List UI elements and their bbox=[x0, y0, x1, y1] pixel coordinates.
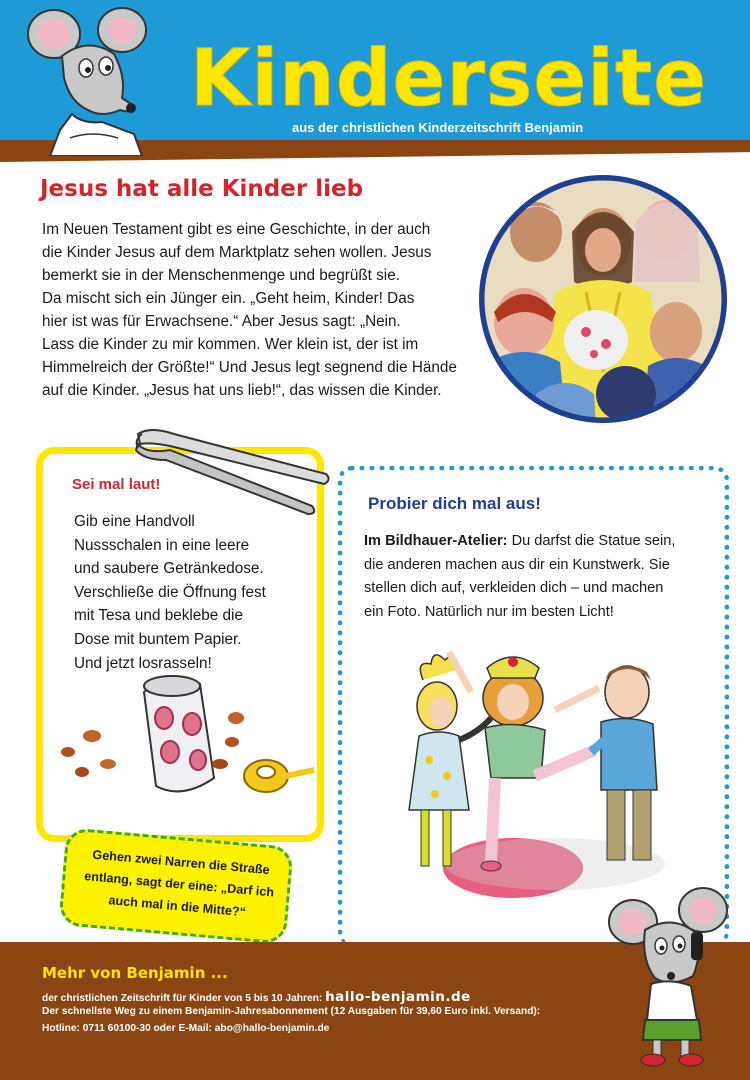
masthead-subtitle: aus der christlichen Kinderzeitschrift Benjamin bbox=[292, 120, 584, 135]
activity-lead: Im Bildhauer-Atelier: bbox=[364, 533, 508, 549]
story-title: Jesus hat alle Kinder lieb bbox=[40, 176, 364, 202]
joke-line: entlang, sagt der eine: „Darf ich bbox=[83, 868, 275, 900]
footer-magazine-text: der christlichen Zeitschrift für Kinder von 5 bis 10 Jahren: bbox=[42, 993, 326, 1004]
craft-tip-line: und saubere Getränkedose. bbox=[74, 560, 264, 578]
mouse-on-phone-illustration bbox=[605, 880, 735, 1070]
craft-tip-text bbox=[74, 510, 314, 675]
craft-tip-line: Gib eine Handvoll bbox=[74, 513, 195, 530]
activity-line: ein Foto. Natürlich nur im besten Licht! bbox=[364, 603, 614, 620]
story-line: die Kinder Jesus auf dem Marktplatz sehen wollen. Jesus bbox=[42, 244, 432, 261]
story-line: auf die Kinder. „Jesus hat uns lieb!“, das wissen die Kinder. bbox=[42, 382, 442, 399]
activity-line-start: Du darfst die Statue sein, bbox=[507, 533, 676, 549]
nutcracker-illustration bbox=[130, 420, 335, 520]
craft-tip-title: Sei mal laut! bbox=[72, 476, 161, 493]
mouse-mascot-illustration bbox=[22, 6, 152, 156]
story-text bbox=[42, 218, 472, 402]
activity-text bbox=[364, 530, 714, 624]
craft-tip-line: mit Tesa und beklebe die bbox=[74, 607, 243, 625]
story-line: Im Neuen Testament gibt es eine Geschichte, in der auch bbox=[42, 221, 431, 238]
footer-heading: Mehr von Benjamin ... bbox=[42, 964, 228, 982]
jesus-with-children-illustration bbox=[476, 172, 730, 426]
joke-line: auch mal in die Mitte?“ bbox=[107, 893, 247, 920]
footer-magazine-line bbox=[42, 989, 471, 1005]
activity-line: stellen dich auf, verkleiden dich – und machen bbox=[364, 580, 664, 596]
joke-line: Gehen zwei Narren die Straße bbox=[91, 847, 271, 878]
craft-tip-line: Nussschalen in eine leere bbox=[74, 536, 250, 554]
story-line: Da mischt sich ein Jünger ein. „Geht heim, Kinder! Das bbox=[42, 290, 415, 307]
story-line: hier ist was für Erwachsene.“ Aber Jesus sagt: „Nein. bbox=[42, 313, 401, 330]
masthead-title: Kinderseite bbox=[190, 34, 708, 124]
rattle-can-illustration bbox=[60, 668, 320, 818]
story-line: bemerkt sie in der Menschenmenge und begrüßt sie. bbox=[42, 267, 400, 284]
footer-contact-line: Hotline: 0711 60100-30 oder E-Mail: abo@hallo-benjamin.de bbox=[42, 1023, 330, 1034]
sculptor-game-kids-illustration bbox=[395, 640, 695, 910]
story-line: Lass die Kinder zu mir kommen. Wer klein ist, der ist im bbox=[42, 336, 419, 353]
craft-tip-line: Verschließe die Öffnung fest bbox=[74, 583, 266, 601]
story-line: Himmelreich der Größte!“ Und Jesus legt segnend die Hände bbox=[42, 359, 457, 376]
activity-title: Probier dich mal aus! bbox=[368, 494, 541, 513]
website-link[interactable]: hallo-benjamin.de bbox=[325, 989, 471, 1005]
activity-line bbox=[364, 530, 714, 554]
joke-text bbox=[77, 843, 282, 926]
activity-line: die anderen machen aus dir ein Kunstwerk. Sie bbox=[364, 556, 670, 573]
craft-tip-line: Und jetzt losrasseln! bbox=[74, 654, 212, 672]
joke-box bbox=[58, 827, 294, 944]
footer-subscription-line: Der schnellste Weg zu einem Benjamin-Jahresabonnement (12 Ausgaben für 39,60 Euro inkl. Versand): bbox=[42, 1006, 541, 1017]
craft-tip-line: Dose mit buntem Papier. bbox=[74, 630, 242, 648]
